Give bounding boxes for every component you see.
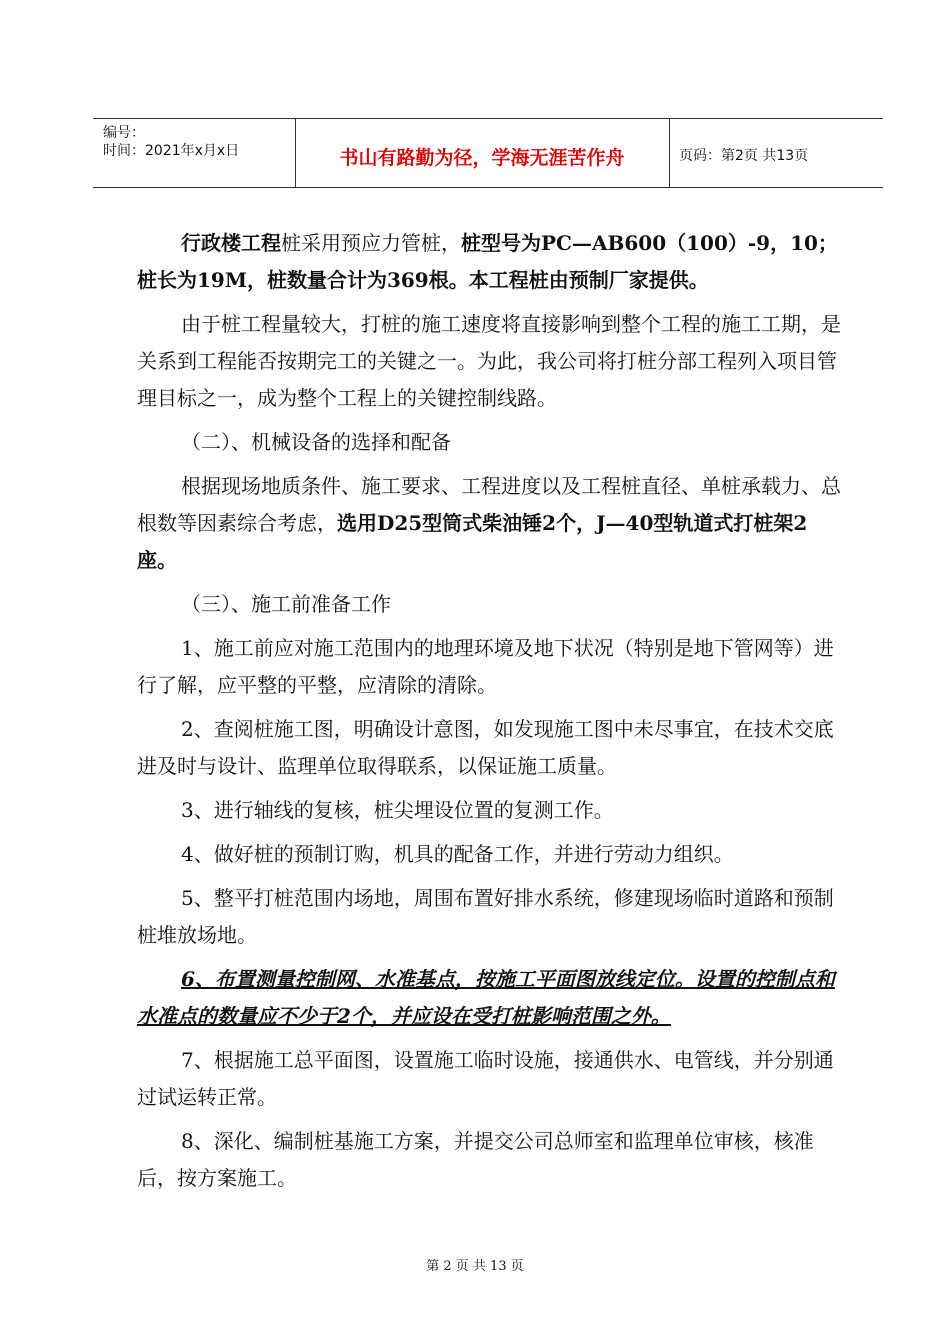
page-footer: 第 2 页 共 13 页 — [426, 1259, 524, 1274]
section-heading-preparation: （三）、施工前准备工作 — [181, 592, 391, 616]
header-motto-cell — [295, 119, 670, 187]
list-item: 2、查阅桩施工图，明确设计意图，如发现施工图中未尽事宜，在技术交底进及时与设计、监理单位取得联系，以保证施工质量。 — [137, 717, 834, 778]
paragraph-importance: 由于桩工程量较大，打桩的施工速度将直接影响到整个工程的施工工期，是关系到工程能否按期完工的关键之一。为此，我公司将打桩分部工程列入项目管理目标之一，成为整个工程上的关键控制线路。 — [137, 312, 841, 410]
list-item-emphasized — [137, 961, 843, 1035]
project-name: 行政楼工程 — [181, 231, 281, 255]
pile-type-text: 桩采用预应力管桩， — [281, 231, 461, 255]
header-page-info: 页码：第2页 共13页 — [679, 148, 809, 164]
document-body — [137, 225, 843, 1204]
header-page-cell — [669, 119, 883, 187]
header-meta-cell — [93, 119, 296, 187]
list-item: 1、施工前应对施工范围内的地理环境及地下状况（特别是地下管网等）进行了解，应平整的平整，应清除的清除。 — [137, 636, 834, 697]
equipment-basis-text: 根据现场地质条件、施工要求、工程进度以及工程桩直径、单桩承载力、总根数等因素综合考虑， — [137, 474, 841, 535]
page-header — [93, 118, 883, 188]
paragraph-equipment — [137, 468, 843, 579]
paragraph-pile-spec — [137, 225, 843, 299]
equipment-selection-text: 选用D25型筒式柴油锤2个，J—40型轨道式打桩架2座。 — [137, 511, 808, 572]
list-item: 7、根据施工总平面图，设置施工临时设施，接通供水、电管线，并分别通过试运转正常。 — [137, 1048, 834, 1109]
document-number-label: 编号： — [103, 125, 145, 141]
list-item: 8、深化、编制桩基施工方案，并提交公司总师室和监理单位审核，核准后，按方案施工。 — [137, 1129, 814, 1190]
list-item: 3、进行轴线的复核，桩尖埋设位置的复测工作。 — [181, 798, 614, 822]
section-heading-equipment: （二）、机械设备的选择和配备 — [181, 430, 451, 454]
list-item: 5、整平打桩范围内场地，周围布置好排水系统，修建现场临时道路和预制桩堆放场地。 — [137, 886, 834, 947]
document-time-label: 时间：2021年x月x日 — [103, 143, 240, 159]
header-motto: 书山有路勤为径，学海无涯苦作舟 — [339, 147, 625, 169]
emphasized-text: 6、布置测量控制网、水准基点，按施工平面图放线定位。设置的控制点和水准点的数量应不少于2个，并应设在受打桩影响范围之外。 — [137, 967, 835, 1028]
pile-spec-text: 桩型号为PC—AB600（100）-9，10；桩长为19M，桩数量合计为369根。本工程桩由预制厂家提供。 — [137, 231, 838, 292]
list-item: 4、做好桩的预制订购，机具的配备工作，并进行劳动力组织。 — [181, 842, 734, 866]
